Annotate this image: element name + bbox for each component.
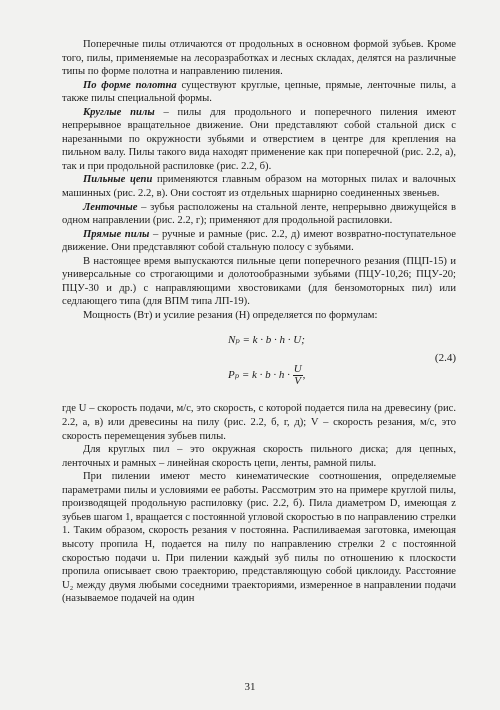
formula-block [62, 330, 456, 396]
paragraph-text: – зубья расположены на стальной ленте, непрерывно движущейся в одном направлении (рис. 2.2, г); применяют для продольной распиловки. [62, 201, 456, 227]
paragraph-circular-saws [62, 106, 456, 174]
paragraph-saw-chains [62, 173, 456, 200]
page-number: 31 [244, 681, 256, 693]
term-blade-shape: По форме полотна [83, 79, 177, 91]
term-straight-saws: Прямые пилы [83, 228, 150, 240]
term-circular-saws: Круглые пилы [83, 106, 155, 118]
formula-force-left: Pₚ = k · b · h · [228, 369, 290, 382]
paragraph-variables: где U – скорость подачи, м/с, это скорость, с которой подается пила на древесину (рис. 2.2, а, в) или древесины на пилу (рис. 2.2, б, г, д); V – скорость резания, м/с, это скорость перемещения зубьев пилы. [62, 403, 456, 442]
formula-fraction [293, 364, 303, 387]
paragraph-saw-chain-types: В настоящее время выпускаются пильные цепи поперечного резания (ПЦП-15) и универсальные со строгающими и долотообразными зубьями (ПЦУ-10,26; ПЦУ-20; ПЦУ-30 и др.) с направляющими хвостовиками (для бензомоторных пил) или седлающего типа (для ВПМ типа ЛП-19). [62, 255, 456, 308]
formula-power: Nₚ = k · b · h · U; [228, 334, 305, 347]
formula-force [228, 364, 305, 387]
paragraph-text: – ручные и рамные (рис. 2.2, д) имеют возвратно-поступательное движение. Они представляют собой стальную полосу с зубьями. [62, 228, 456, 254]
fraction-numerator: U [293, 363, 302, 376]
paragraph-band-saws [62, 201, 456, 228]
term-band-saws: Ленточные [83, 201, 138, 213]
term-saw-chains: Пильные цепи [83, 174, 153, 186]
paragraph-kinematics: При пилении имеют место кинематические соотношения, определяемые параметрами пилы и условиями ее работы. Рассмотрим это на примере круглой пилы, производящей продольную распиловку (рис. 2.2, б). Пила диаметром D, имеющая z зубьев шагом 1, вращается с постоянной угловой скоростью в по направлению стрелки 1. Таким образом, скорость резания v постоянна. Распиливаемая заготовка, имеющая высоту пропила H, подается на пилу по направлению стрелки 2 с постоянной скоростью подачи u. При пилении каждый зуб пилы по отношению к плоскости пропила описывает свою траекторию, представляющую собой циклоиду. Расстояние U₂ между двумя любыми соседними траекториями, измеренное в направлении подачи (называемое подачей на один [62, 471, 456, 605]
equation-number: (2.4) [434, 352, 456, 365]
paragraph-text: – пилы для продольного и поперечного пиления имеют непрерывное вращательное движение. Они представляют собой стальной диск с нарезанными по окружности зубьями и отверстием в центре для крепления на пильном валу. Пилы такого вида находят применение как при поперечной (рис. 2.2, а), так и при продольной распиловке (рис. 2.2, б). [62, 106, 456, 172]
formula-comma: , [302, 369, 306, 382]
paragraph-intro: Поперечные пилы отличаются от продольных в основном формой зубьев. Кроме того, пилы, применяемые на лесоразработках и лесных складах, делятся на различные типы по форме полотна и направлению пиления. [62, 39, 456, 78]
fraction-denominator: V [294, 375, 302, 388]
paragraph-circular-speed: Для круглых пил – это окружная скорость пильного диска; для цепных, ленточных и рамных – линейная скорость цепи, ленты, рамной пилы. [62, 444, 456, 469]
paragraph-power-formula-intro: Мощность (Вт) и усилие резания (Н) определяется по формулам: [83, 309, 378, 321]
paragraph-text: применяются главным образом на моторных пилах и валочных машинных (рис. 2.2, в). Они состоят из отдельных шарнирно соединенных звеньев. [62, 174, 456, 200]
paragraph-text: существуют круглые, цепные, прямые, ленточные пилы, а также пилы специальной формы. [62, 79, 456, 105]
paragraph-blade-shape [62, 79, 456, 106]
paragraph-straight-saws [62, 228, 456, 255]
